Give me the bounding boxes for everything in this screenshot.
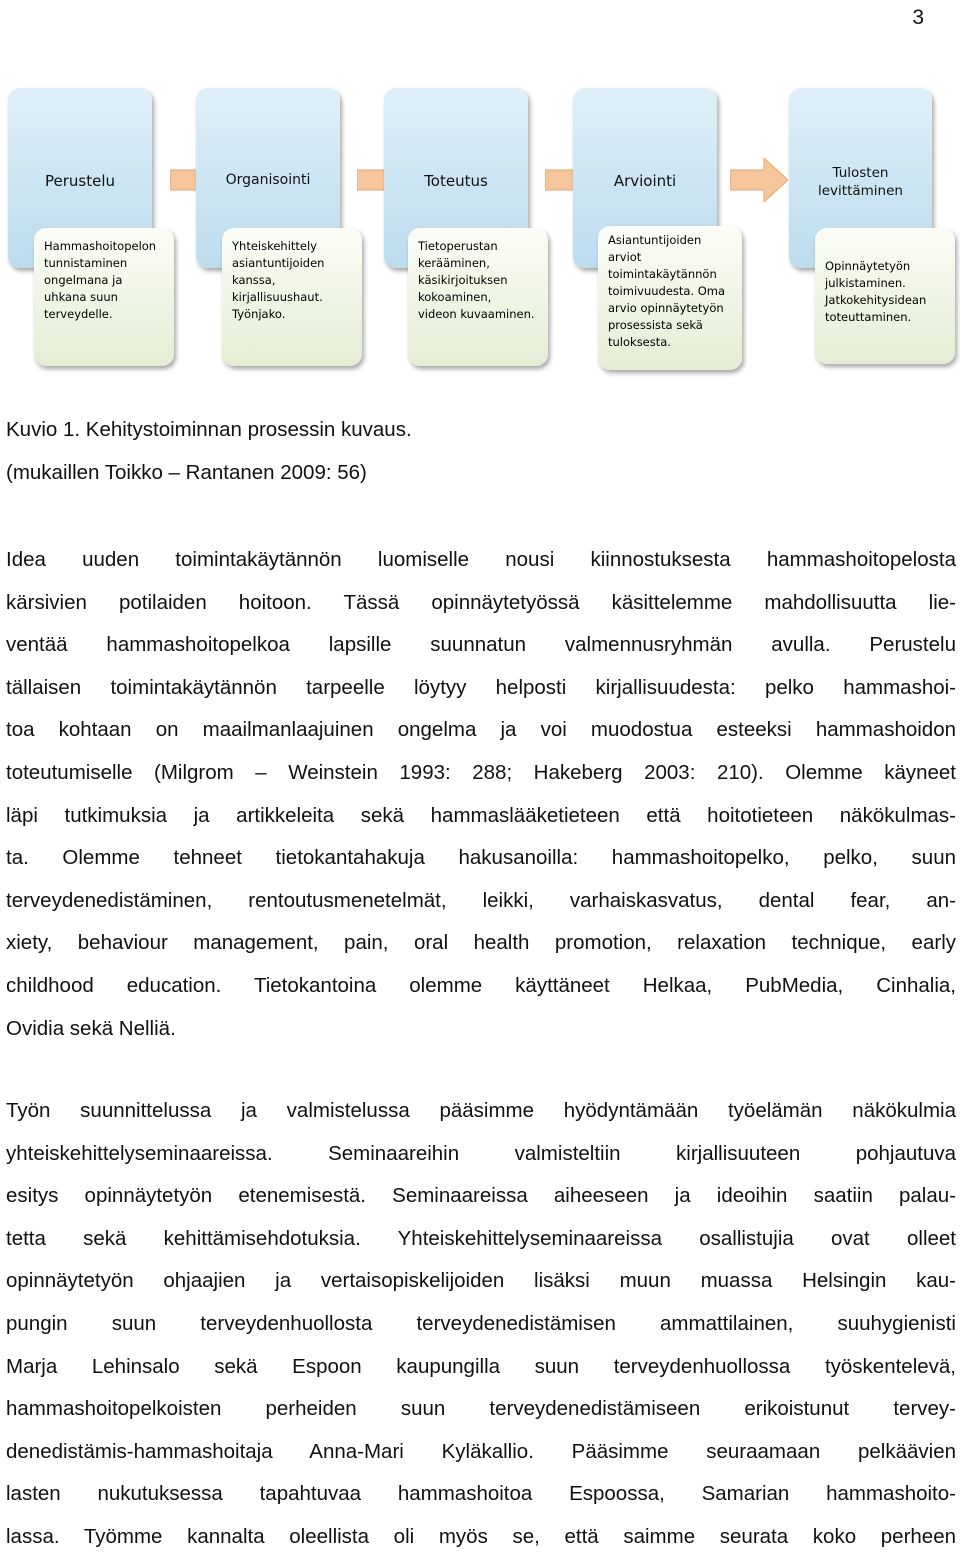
detail-line: Yhteiskehittely <box>232 239 317 253</box>
detail-line: toimivuudesta. Oma <box>608 284 726 298</box>
detail-line: Työnjako. <box>232 307 286 321</box>
detail-line: tunnistaminen <box>44 256 128 270</box>
detail-line: ongelmana ja <box>44 273 123 287</box>
stage-title: Arviointi <box>613 172 677 190</box>
text-line: xiety, behaviour management, pain, oral health promotion, relaxation technique, early <box>6 931 956 955</box>
detail-line: prosessista sekä <box>608 318 703 332</box>
figure-source: (mukaillen Toikko – Rantanen 2009: 56) <box>6 461 367 484</box>
text-line: terveydenedistäminen, rentoutusmenetelmät, leikki, varhaiskasvatus, dental fear, an- <box>6 888 956 912</box>
detail-line: videon kuvaaminen. <box>418 307 535 321</box>
text-line: läpi tutkimuksia ja artikkeleita sekä hammaslääketieteen että hoitotieteen näkökulmas- <box>6 803 956 827</box>
stage-detail-arviointi <box>598 226 742 370</box>
text-line: tetta sekä kehittämisehdotuksia. Yhteiskehittelyseminaareissa osallistujia ovat olleet <box>6 1226 956 1250</box>
text-line: pungin suun terveydenhuollosta terveydenedistämisen ammattilainen, suuhygienisti <box>6 1311 956 1335</box>
stage-detail-tulosten-levittaminen <box>815 228 955 364</box>
detail-line: tuloksesta. <box>608 335 671 349</box>
detail-line: kerääminen, <box>418 256 490 270</box>
text-line: kärsivien potilaiden hoitoon. Tässä opinnäytetyössä käsittelemme mahdollisuutta lie- <box>6 590 956 614</box>
figure-caption: Kuvio 1. Kehitystoiminnan prosessin kuvaus. <box>6 418 412 441</box>
detail-line: Opinnäytetyön <box>825 259 911 273</box>
text-line: Marja Lehinsalo sekä Espoon kaupungilla suun terveydenhuollossa työskentelevä, <box>6 1354 956 1378</box>
detail-line: uhkana suun <box>44 290 118 304</box>
detail-line: arviot <box>608 250 642 264</box>
text-line: lasten nukutuksessa tapahtuvaa hammashoitoa Espoossa, Samarian hammashoito- <box>6 1482 956 1506</box>
text-line: esitys opinnäytetyön etenemisestä. Seminaareissa aiheeseen ja ideoihin saatiin palau- <box>6 1184 956 1208</box>
paragraph-2 <box>6 1090 956 1559</box>
stage-detail-organisointi <box>222 228 362 366</box>
detail-line: Asiantuntijoiden <box>608 233 702 247</box>
paragraph-1 <box>6 539 956 1050</box>
detail-line: asiantuntijoiden <box>232 256 325 270</box>
stage-title: Perustelu <box>44 172 115 190</box>
stage-title: Organisointi <box>225 172 311 188</box>
stage-detail-toteutus <box>408 228 548 366</box>
detail-line: julkistaminen. <box>825 276 906 290</box>
text-line: ta. Olemme tehneet tietokantahakuja hakusanoilla: hammashoitopelko, pelko, suun <box>6 846 956 870</box>
text-line: tällaisen toimintakäytännön tarpeelle löytyy helposti kirjallisuudesta: pelko hammashoi- <box>6 675 956 699</box>
text-line: Työn suunnittelussa ja valmistelussa pääsimme hyödyntämään työelämän näkökulmia <box>6 1099 956 1122</box>
text-line: opinnäytetyön ohjaajien ja vertaisopiskelijoiden lisäksi muun muassa Helsingin kau- <box>6 1269 956 1293</box>
detail-line: kirjallisuushaut. <box>232 290 323 304</box>
stage-title: Toteutus <box>424 172 488 190</box>
text-line: ventää hammashoitopelkoa lapsille suunnatun valmennusryhmän avulla. Perustelu <box>6 633 956 657</box>
detail-line: toimintakäytännön <box>608 267 717 281</box>
stage-detail-perustelu <box>34 228 174 366</box>
text-line: toteutumiselle (Milgrom – Weinstein 1993: 288; Hakeberg 2003: 210). Olemme käyneet <box>6 760 956 784</box>
text-line: lassa. Työmme kannalta oleellista oli myös se, että saimme seurata koko perheen <box>6 1524 956 1548</box>
stage-title-line: levittäminen <box>818 183 903 199</box>
stage-title-line: Tulosten <box>832 165 889 181</box>
stage-title <box>789 164 932 200</box>
detail-line: kokoaminen, <box>418 290 492 304</box>
text-line: Idea uuden toimintakäytännön luomiselle nousi kiinnostuksesta hammashoitopelosta <box>6 548 956 571</box>
detail-line: Hammashoitopelon <box>44 239 157 253</box>
page-number: 3 <box>912 6 924 29</box>
text-line: toa kohtaan on maailmanlaajuinen ongelma ja voi muodostua esteeksi hammashoidon <box>6 718 956 742</box>
text-line: childhood education. Tietokantoina olemme käyttäneet Helkaa, PubMedia, Cinhalia, <box>6 973 956 997</box>
detail-line: Tietoperustan <box>418 239 498 253</box>
process-diagram <box>0 80 960 380</box>
detail-line: terveydelle. <box>44 307 113 321</box>
detail-line: kanssa, <box>232 273 276 287</box>
detail-line: käsikirjoituksen <box>418 273 508 287</box>
detail-line: arvio opinnäytetyön <box>608 301 724 315</box>
detail-line: toteuttaminen. <box>825 310 912 324</box>
detail-line: Jatkokehitysidean <box>825 293 927 307</box>
text-line: denedistämis-hammashoitaja Anna-Mari Kyläkallio. Pääsimme seuraamaan pelkäävien <box>6 1439 956 1463</box>
text-line: hammashoitopelkoisten perheiden suun terveydenedistämiseen erikoistunut tervey- <box>6 1397 956 1421</box>
text-line: Ovidia sekä Nelliä. <box>6 1016 176 1040</box>
text-line: yhteiskehittelyseminaareissa. Seminaareihin valmisteltiin kirjallisuuteen pohjautuva <box>6 1141 956 1165</box>
arrow-right-icon <box>730 158 788 202</box>
